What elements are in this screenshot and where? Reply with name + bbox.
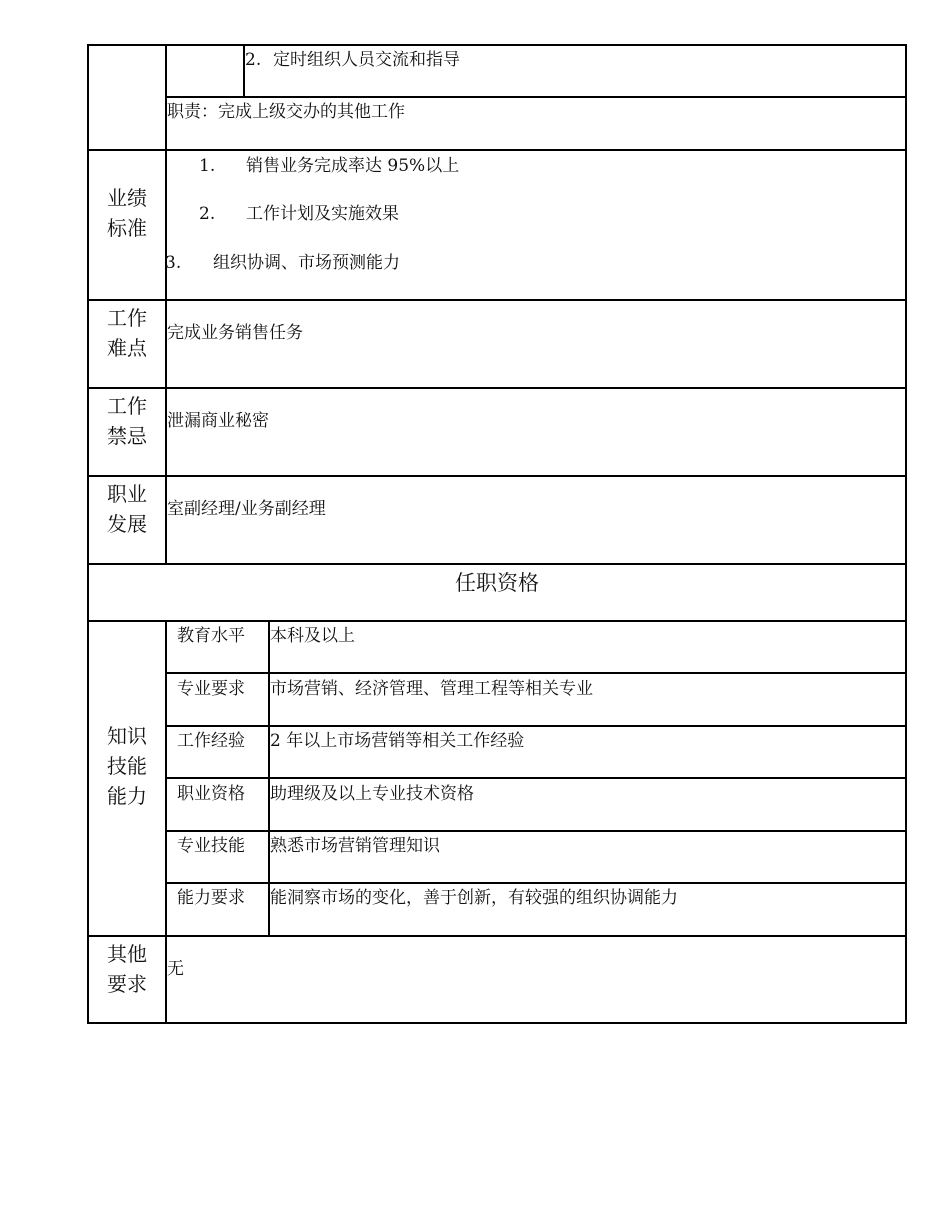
career-value: 室副经理/业务副经理 bbox=[167, 499, 326, 519]
qual-row-divider bbox=[165, 672, 907, 674]
qual-key-major: 专业要求 bbox=[177, 679, 245, 699]
performance-item-1-text: 销售业务完成率达 95%以上 bbox=[246, 156, 460, 176]
duty-item-number: 2. bbox=[245, 50, 262, 70]
qual-value-experience: 2 年以上市场营销等相关工作经验 bbox=[270, 731, 525, 751]
row-divider-career bbox=[87, 475, 907, 477]
qual-value-ability: 能洞察市场的变化，善于创新，有较强的组织协调能力 bbox=[270, 888, 678, 908]
other-label: 其他 要求 bbox=[107, 942, 147, 996]
qual-value-major: 市场营销、经济管理、管理工程等相关专业 bbox=[270, 679, 593, 699]
qual-key-certification: 职业资格 bbox=[177, 784, 245, 804]
difficulty-value: 完成业务销售任务 bbox=[167, 323, 303, 343]
row-divider-performance bbox=[87, 149, 907, 151]
qual-row-divider bbox=[165, 777, 907, 779]
performance-item-3-number: 3. bbox=[165, 253, 182, 273]
qual-value-education: 本科及以上 bbox=[270, 626, 355, 646]
qual-row-divider bbox=[165, 882, 907, 884]
qual-value-skills: 熟悉市场营销管理知识 bbox=[270, 836, 440, 856]
performance-item-2-text: 工作计划及实施效果 bbox=[246, 204, 399, 224]
qual-key-experience: 工作经验 bbox=[177, 731, 245, 751]
table-right-border bbox=[905, 44, 907, 1024]
row-divider-qual-header bbox=[87, 563, 907, 565]
other-value: 无 bbox=[167, 959, 184, 979]
qual-row-divider bbox=[165, 725, 907, 727]
performance-item-2-number: 2. bbox=[199, 204, 216, 224]
difficulty-label: 工作 难点 bbox=[107, 306, 147, 360]
qual-key-skills: 专业技能 bbox=[177, 836, 245, 856]
qual-key-education: 教育水平 bbox=[177, 626, 245, 646]
qualifications-title: 任职资格 bbox=[455, 571, 539, 595]
qual-key-ability: 能力要求 bbox=[177, 888, 245, 908]
performance-item-1-number: 1. bbox=[199, 156, 216, 176]
duty-row-divider bbox=[165, 96, 907, 98]
other-duty-text: 职责：完成上级交办的其他工作 bbox=[167, 102, 405, 122]
row-divider-difficulty bbox=[87, 299, 907, 301]
row-divider-taboo bbox=[87, 387, 907, 389]
table-bottom-border bbox=[87, 1022, 907, 1024]
qualifications-label: 知识 技能 能力 bbox=[107, 724, 147, 808]
qual-row-divider bbox=[165, 830, 907, 832]
duty-item-text: 定时组织人员交流和指导 bbox=[273, 50, 460, 70]
qual-value-certification: 助理级及以上专业技术资格 bbox=[270, 784, 474, 804]
performance-label: 业绩 标准 bbox=[107, 186, 147, 240]
taboo-value: 泄漏商业秘密 bbox=[167, 411, 269, 431]
taboo-label: 工作 禁忌 bbox=[107, 394, 147, 448]
performance-item-3-text: 组织协调、市场预测能力 bbox=[213, 253, 400, 273]
table-top-border bbox=[87, 44, 907, 46]
row-divider-qual-body bbox=[87, 620, 907, 622]
row-divider-other bbox=[87, 935, 907, 937]
career-label: 职业 发展 bbox=[107, 482, 147, 536]
